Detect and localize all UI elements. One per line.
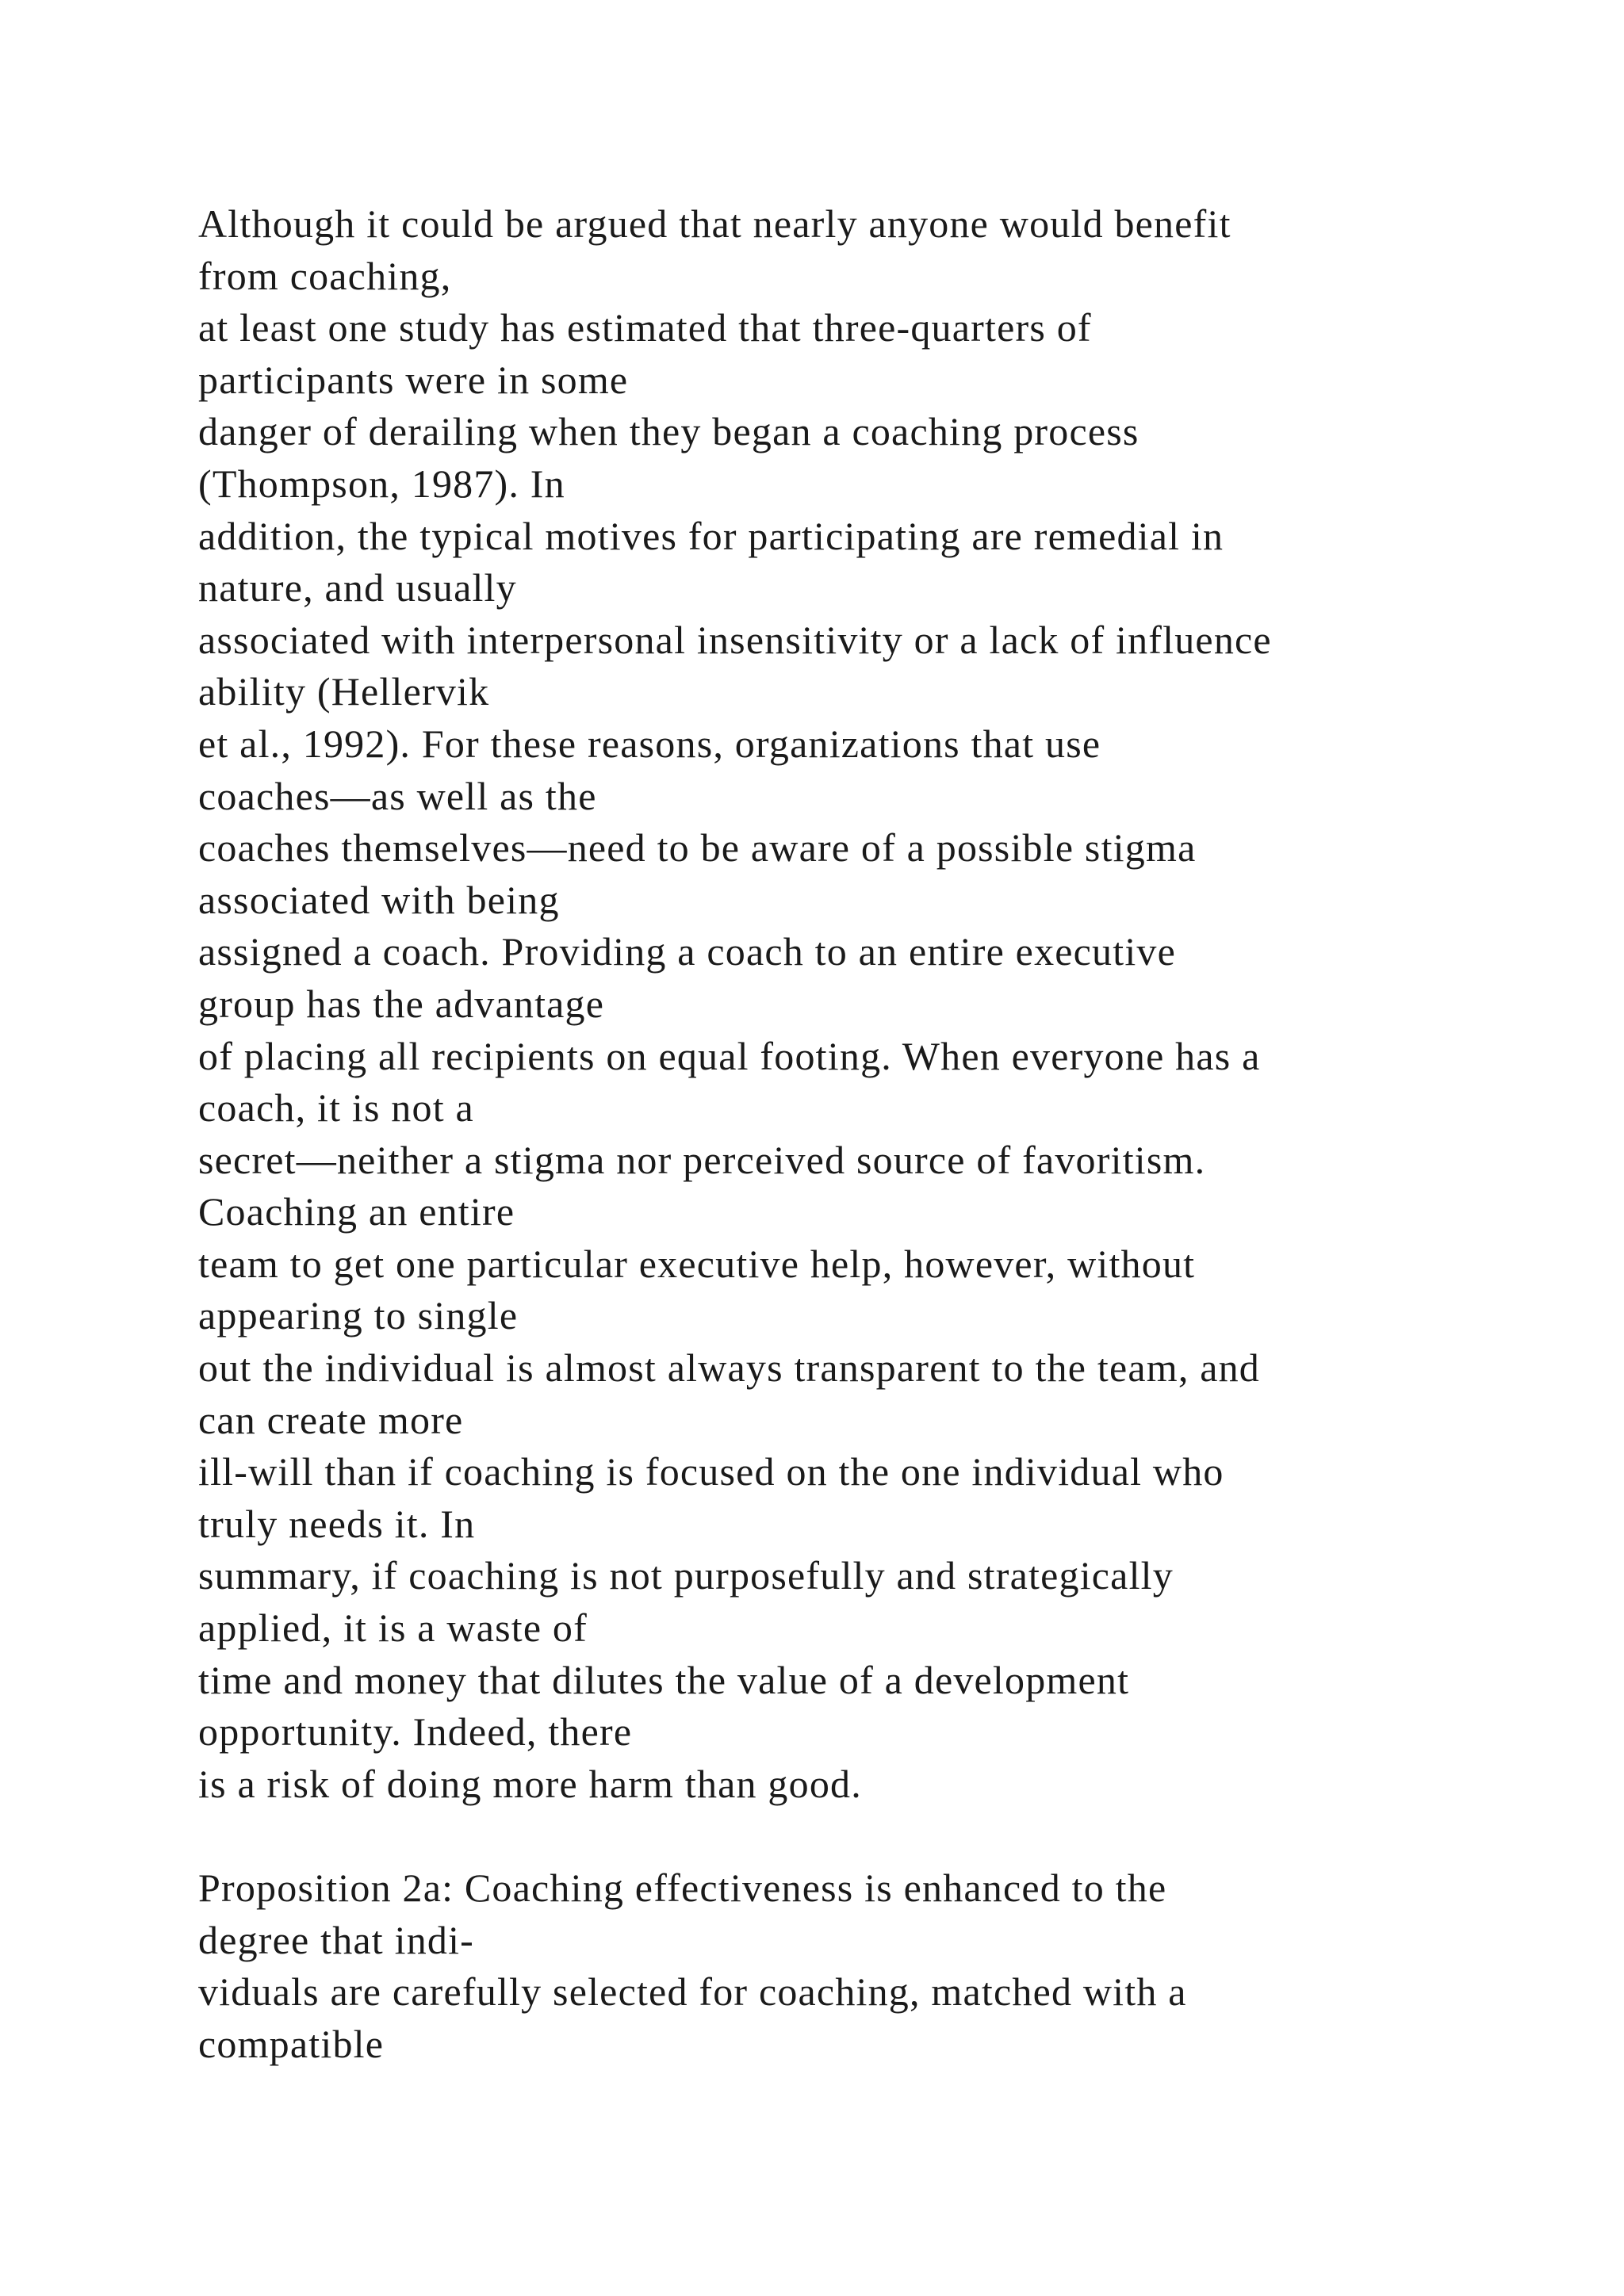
text-line: participants were in some [198,357,629,402]
text-line: (Thompson, 1987). In [198,461,565,506]
text-line: of placing all recipients on equal footing. When everyone has a [198,1033,1261,1078]
text-line: secret—neither a stigma nor perceived source of favoritism. [198,1137,1206,1182]
paragraph-coaching-stigma [198,198,1546,1810]
text-line: out the individual is almost always transparent to the team, and [198,1345,1261,1391]
text-line: coaches—as well as the [198,773,597,818]
text-line: truly needs it. In [198,1501,476,1546]
text-line: viduals are carefully selected for coaching, matched with a [198,1969,1187,2015]
paragraph-gap [198,1810,1546,1862]
text-line: can create more [198,1397,464,1442]
text-line: associated with interpersonal insensitivity or a lack of influence [198,617,1272,662]
document-body [198,198,1546,2070]
text-line: team to get one particular executive help, however, without [198,1241,1196,1286]
text-line: Coaching an entire [198,1189,515,1234]
text-line: summary, if coaching is not purposefully and strategically [198,1553,1174,1598]
text-line: compatible [198,2021,385,2066]
text-line: ability (Hellervik [198,669,490,714]
text-line: time and money that dilutes the value of a development [198,1657,1130,1702]
text-line: group has the advantage [198,981,605,1026]
paragraph-proposition-2a [198,1862,1546,2070]
text-line: coaches themselves—need to be aware of a possible stigma [198,825,1197,871]
text-line: degree that indi- [198,1917,475,1962]
text-line: assigned a coach. Providing a coach to an entire executive [198,929,1177,974]
text-line: from coaching, [198,253,452,298]
text-line: applied, it is a waste of [198,1605,588,1651]
text-line: opportunity. Indeed, there [198,1709,633,1755]
text-line: et al., 1992). For these reasons, organizations that use [198,721,1101,766]
text-line: ill-will than if coaching is focused on the one individual who [198,1449,1224,1494]
text-line: at least one study has estimated that three-quarters of [198,305,1092,350]
text-line: is a risk of doing more harm than good. [198,1761,862,1806]
text-line: associated with being [198,877,560,922]
text-line: Proposition 2a: Coaching effectiveness is enhanced to the [198,1866,1167,1910]
text-line: nature, and usually [198,565,517,610]
text-line: coach, it is not a [198,1085,474,1131]
text-line: danger of derailing when they began a coaching process [198,409,1139,454]
text-line: Although it could be argued that nearly anyone would benefit [198,201,1231,246]
text-line: addition, the typical motives for participating are remedial in [198,513,1224,558]
text-line: appearing to single [198,1293,519,1338]
